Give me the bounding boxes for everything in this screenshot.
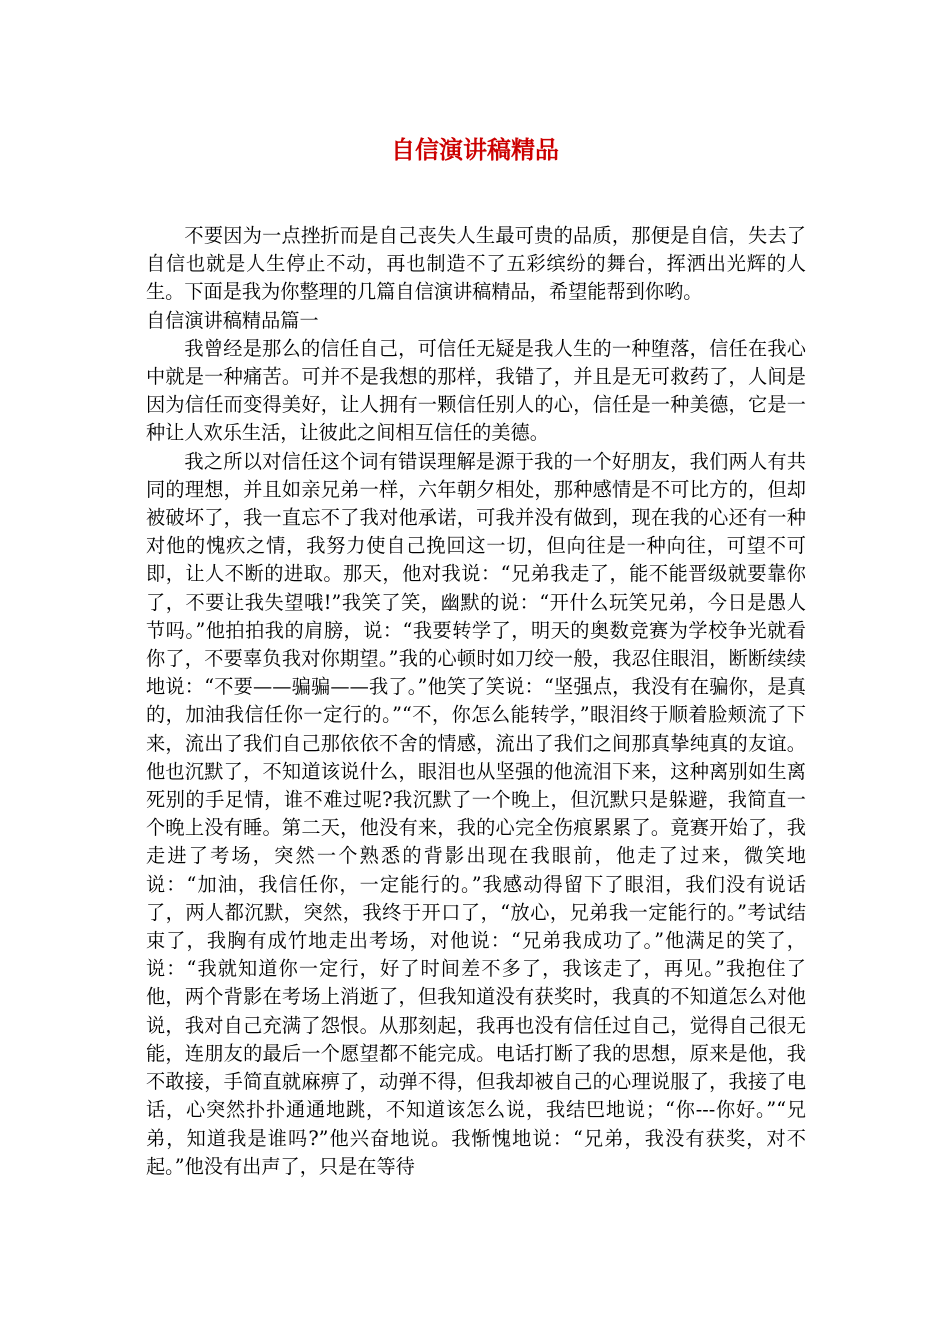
- section-heading: 自信演讲稿精品篇一: [146, 308, 319, 332]
- intro-paragraph: 不要因为一点挫折而是自己丧失人生最可贵的品质，那便是自信，失去了自信也就是人生停止不动，再也制造不了五彩缤纷的舞台，挥洒出光辉的人生。下面是我为你整理的几篇自信演讲稿精品，希望能帮到你哟。: [146, 224, 806, 304]
- document-body: [146, 222, 806, 1181]
- body-paragraph: 我之所以对信任这个词有错误理解是源于我的一个好朋友，我们两人有共同的理想，并且如亲兄弟一样，六年朝夕相处，那种感情是不可比方的，但却被破坏了，我一直忘不了我对他承诺，可我并没有做到，现在我的心还有一种对他的愧疚之情，我努力使自己挽回这一切，但向往是一种向往，可望不可即，让人不断的进取。那天，他对我说：“兄弟我走了，能不能晋级就要靠你了，不要让我失望哦!”我笑了笑，幽默的说：“开什么玩笑兄弟，今日是愚人节吗。”他拍拍我的肩膀，说：“我要转学了，明天的奥数竞赛为学校争光就看你了，不要辜负我对你期望。”我的心顿时如刀绞一般，我忍住眼泪，断断续续地说：“不要——骗骗——我了。”他笑了笑说：“坚强点，我没有在骗你，是真的，加油我信任你一定行的。”“不，你怎么能转学，”眼泪终于顺着脸颊流了下来，流出了我们自己那依依不舍的情感，流出了我们之间那真挚纯真的友谊。他也沉默了，不知道该说什么，眼泪也从坚强的他流泪下来，这种离别如生离死别的手足情，谁不难过呢?我沉默了一个晚上，但沉默只是躲避，我简直一个晚上没有睡。第二天，他没有来，我的心完全伤痕累累了。竟赛开始了，我走进了考场，突然一个熟悉的背影出现在我眼前，他走了过来，微笑地说：“加油，我信任你，一定能行的。”我感动得留下了眼泪，我们没有说话了，两人都沉默，突然，我终于开口了，“放心，兄弟我一定能行的。”考试结束了，我胸有成竹地走出考场，对他说：“兄弟我成功了。”他满足的笑了，说：“我就知道你一定行，好了时间差不多了，我该走了，再见。”我抱住了他，两个背影在考场上消逝了，但我知道没有获奖时，我真的不知道怎么对他说，我对自己充满了怨恨。从那刻起，我再也没有信任过自己，觉得自己很无能，连朋友的最后一个愿望都不能完成。电话打断了我的思想，原来是他，我不敢接，手简直就麻痹了，动弹不得，但我却被自己的心理说服了，我接了电话，心突然扑扑通通地跳，不知道该怎么说，我结巴地说；“你---你好。”“兄弟，知道我是谁吗?”他兴奋地说。我惭愧地说：“兄弟，我没有获奖，对不起。”他没有出声了，只是在等待: [146, 449, 806, 1178]
- body-paragraph: 我曾经是那么的信任自己，可信任无疑是我人生的一种堕落，信任在我心中就是一种痛苦。可并不是我想的那样，我错了，并且是无可救药了，人间是因为信任而变得美好，让人拥有一颗信任别人的心，信任是一种美德，它是一种让人欢乐生活，让彼此之间相互信任的美德。: [146, 336, 806, 445]
- document-title: 自信演讲稿精品: [391, 136, 559, 164]
